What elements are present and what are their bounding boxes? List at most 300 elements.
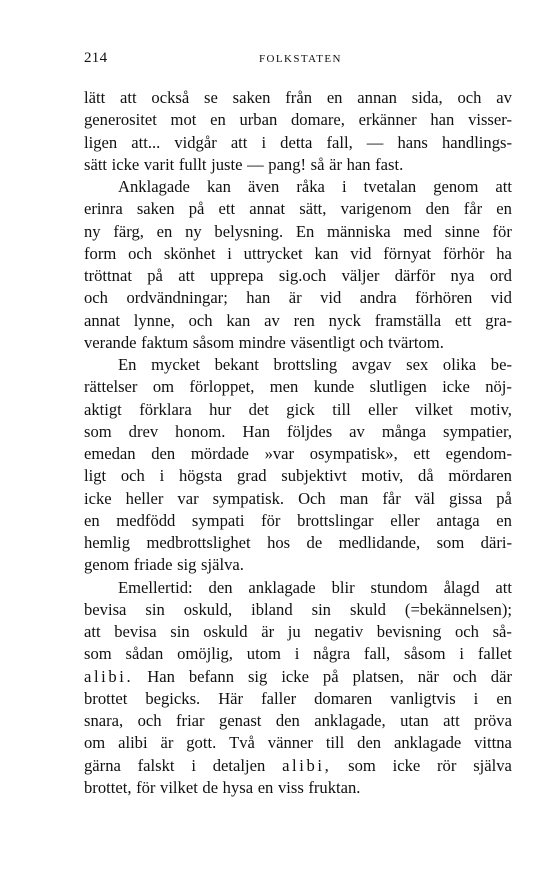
word: gissa bbox=[449, 488, 483, 508]
word: mördaren bbox=[448, 466, 512, 486]
word: hos bbox=[267, 533, 291, 552]
word: den bbox=[357, 733, 382, 753]
word: emedan bbox=[84, 444, 136, 463]
word: mot bbox=[170, 110, 197, 130]
word: bevisa bbox=[84, 599, 127, 619]
word: begicks. bbox=[145, 688, 201, 708]
word: också bbox=[151, 88, 190, 107]
word: en bbox=[156, 221, 173, 241]
word: pröva bbox=[474, 711, 512, 730]
word: omöjlig, bbox=[177, 644, 233, 664]
text-line bbox=[84, 621, 512, 643]
word: är bbox=[288, 288, 302, 308]
word: men bbox=[269, 377, 299, 397]
word: från bbox=[285, 88, 312, 107]
word: skönhet bbox=[163, 243, 216, 263]
word: grad bbox=[237, 466, 267, 486]
word: generositet bbox=[84, 110, 157, 130]
word: eller bbox=[390, 510, 420, 530]
word: kan bbox=[206, 177, 231, 196]
word: heller bbox=[125, 488, 164, 508]
word: väsentligt bbox=[290, 332, 355, 352]
word: negativ bbox=[314, 622, 364, 641]
word: sätt bbox=[84, 154, 108, 174]
word: anklagade bbox=[248, 577, 316, 597]
word: i bbox=[459, 644, 464, 664]
word: kunde bbox=[313, 377, 355, 397]
word: — bbox=[366, 132, 384, 152]
word: att bbox=[230, 132, 248, 152]
word: råka bbox=[296, 177, 325, 196]
text-line bbox=[84, 532, 512, 554]
word: alibi, bbox=[282, 755, 332, 775]
word: att bbox=[120, 88, 137, 107]
word: till bbox=[332, 399, 351, 419]
word: domaren bbox=[314, 688, 373, 708]
word: på bbox=[188, 199, 205, 219]
word: en bbox=[257, 777, 274, 797]
text-line bbox=[84, 154, 512, 176]
word: Och bbox=[298, 488, 326, 508]
text-line bbox=[84, 666, 512, 688]
word: faktum bbox=[141, 332, 189, 352]
word: bevisa bbox=[114, 622, 157, 641]
word: av bbox=[264, 310, 280, 330]
word: för bbox=[492, 221, 512, 241]
word: om bbox=[84, 733, 106, 753]
word: såsom bbox=[192, 332, 235, 352]
word: verande bbox=[84, 332, 137, 352]
text-line bbox=[84, 265, 512, 287]
word: visser- bbox=[468, 110, 512, 130]
word: gott. bbox=[186, 733, 217, 753]
word: fallet bbox=[477, 644, 512, 664]
word: en bbox=[496, 199, 512, 219]
word: alibi bbox=[118, 733, 148, 753]
word: den bbox=[208, 577, 233, 597]
word: En bbox=[118, 355, 137, 374]
word: icke bbox=[111, 154, 140, 174]
word: vidgår bbox=[174, 132, 217, 152]
word: pang! bbox=[268, 154, 307, 174]
word: mördade bbox=[190, 444, 249, 463]
word: motiv, bbox=[470, 399, 512, 419]
word: subjektivt bbox=[281, 466, 347, 486]
word: fall, bbox=[326, 132, 353, 152]
word: några bbox=[313, 644, 351, 664]
paragraph bbox=[84, 176, 512, 354]
word: vänner bbox=[267, 733, 313, 753]
word: en bbox=[210, 110, 226, 130]
word: sympatier, bbox=[443, 421, 512, 441]
word: mindre bbox=[238, 332, 286, 352]
word: vilket bbox=[160, 777, 198, 797]
word: i bbox=[227, 243, 232, 263]
word: — bbox=[247, 154, 264, 174]
word: på bbox=[147, 266, 163, 285]
word: och bbox=[128, 243, 153, 263]
word: ny bbox=[84, 221, 101, 241]
word: ren bbox=[293, 310, 315, 330]
word: en bbox=[496, 688, 512, 708]
word: var bbox=[177, 488, 199, 508]
word: därför bbox=[394, 266, 436, 285]
word: anklagade, bbox=[314, 711, 386, 730]
word: sympati bbox=[191, 510, 245, 530]
word: utom bbox=[246, 644, 281, 664]
word: att bbox=[84, 622, 101, 641]
word: själva. bbox=[201, 555, 244, 575]
text-line bbox=[84, 443, 512, 465]
word: bevisning bbox=[376, 622, 442, 641]
word: att bbox=[495, 177, 512, 196]
paragraph bbox=[84, 354, 512, 577]
word: i bbox=[473, 688, 479, 708]
text-line bbox=[84, 488, 512, 510]
word: oskuld bbox=[203, 622, 248, 641]
word: sätt, bbox=[299, 199, 327, 219]
word: medfödd bbox=[116, 510, 176, 530]
word: Här bbox=[218, 688, 244, 708]
word: stundom bbox=[370, 577, 428, 597]
word: och bbox=[84, 288, 108, 308]
text-line bbox=[84, 332, 512, 354]
word: mycket bbox=[151, 355, 200, 374]
word: fall, bbox=[363, 644, 391, 664]
word: får bbox=[463, 199, 483, 219]
word: annat bbox=[249, 199, 286, 219]
word: sex bbox=[406, 355, 429, 374]
word: icke bbox=[392, 755, 421, 775]
word: erinra bbox=[84, 199, 123, 219]
word: tröttnat bbox=[84, 266, 132, 285]
word: hur bbox=[209, 399, 232, 419]
word: belysning. bbox=[214, 221, 284, 241]
word: en bbox=[326, 88, 343, 107]
word: förhör bbox=[442, 243, 485, 263]
word: en bbox=[84, 510, 100, 530]
word: det bbox=[248, 399, 269, 419]
word: själva bbox=[473, 755, 512, 775]
word: sin bbox=[145, 599, 165, 619]
word: för bbox=[261, 510, 281, 530]
word: drev bbox=[128, 421, 159, 441]
word: är bbox=[261, 622, 275, 641]
word: nöj- bbox=[485, 377, 512, 397]
text-line bbox=[84, 310, 512, 332]
word: viss bbox=[277, 777, 304, 797]
word: fast. bbox=[375, 154, 404, 174]
word: upprepa bbox=[210, 266, 264, 285]
word: att... bbox=[131, 132, 161, 152]
text-line bbox=[84, 777, 512, 799]
text-line bbox=[84, 688, 512, 710]
word: hemlig bbox=[84, 533, 131, 552]
word: han bbox=[346, 154, 371, 174]
word: vid bbox=[490, 288, 512, 308]
word: juste bbox=[211, 154, 243, 174]
word: falskt bbox=[137, 755, 175, 775]
text-line bbox=[84, 465, 512, 487]
word: ibland bbox=[251, 599, 293, 619]
word: Han bbox=[147, 666, 175, 686]
word: brottet bbox=[84, 688, 128, 708]
word: gra- bbox=[485, 310, 512, 330]
word: ålagd bbox=[443, 577, 480, 597]
word: och bbox=[452, 666, 477, 686]
page-number: 214 bbox=[84, 50, 108, 66]
word: väl bbox=[414, 488, 436, 508]
word: tvärtom. bbox=[388, 332, 444, 352]
word: sig bbox=[177, 555, 197, 575]
word: medbrottslighet bbox=[146, 533, 251, 552]
word: även bbox=[247, 177, 280, 196]
word: Emellertid: bbox=[118, 577, 193, 597]
text-line bbox=[84, 109, 512, 131]
text-line bbox=[84, 198, 512, 220]
word: till bbox=[325, 733, 345, 753]
text-line bbox=[84, 243, 512, 265]
word: sida, bbox=[411, 88, 443, 107]
word: nya bbox=[450, 266, 475, 285]
word: ett bbox=[413, 444, 430, 463]
word: befann bbox=[188, 666, 234, 686]
word: förklara bbox=[139, 399, 192, 419]
word: ha bbox=[496, 243, 512, 263]
word: platsen, bbox=[352, 666, 404, 686]
word: förhören bbox=[415, 288, 473, 308]
word: antaga bbox=[436, 510, 480, 530]
word: gärna bbox=[84, 755, 121, 775]
word: Han bbox=[242, 421, 271, 441]
word: vilket bbox=[414, 399, 453, 419]
word: och bbox=[120, 466, 145, 486]
word: de bbox=[202, 777, 219, 797]
word: högsta bbox=[178, 466, 223, 486]
word: är bbox=[160, 733, 174, 753]
word: brottsling bbox=[273, 355, 338, 374]
word: av bbox=[496, 88, 512, 107]
text-line bbox=[84, 643, 512, 665]
word: ett bbox=[454, 310, 472, 330]
word: vanligtvis bbox=[390, 688, 456, 708]
text-line bbox=[84, 577, 512, 599]
word: i bbox=[261, 132, 267, 152]
text-line bbox=[84, 132, 512, 154]
word: däri- bbox=[480, 533, 512, 552]
word: skuld bbox=[349, 599, 386, 619]
word: bekant bbox=[214, 355, 259, 374]
text-line bbox=[84, 421, 512, 443]
word: ord bbox=[489, 266, 512, 285]
word: form bbox=[84, 243, 117, 263]
word: och bbox=[454, 622, 479, 641]
word: saken bbox=[136, 199, 175, 219]
word: då bbox=[417, 466, 434, 486]
word: osympatisk», bbox=[309, 444, 398, 463]
word: av bbox=[349, 421, 365, 441]
word: en bbox=[496, 510, 512, 530]
word: brottslingar bbox=[297, 510, 374, 530]
word: ligt bbox=[84, 466, 107, 486]
running-head: FOLKSTATEN bbox=[259, 53, 342, 65]
text-line bbox=[84, 221, 512, 243]
word: snara, bbox=[84, 711, 124, 730]
word: han bbox=[246, 288, 271, 308]
word: som bbox=[84, 421, 112, 441]
word: såsom bbox=[404, 644, 446, 664]
word: ett bbox=[218, 199, 236, 219]
word: fullt bbox=[178, 154, 207, 174]
word: sinne bbox=[444, 221, 480, 241]
word: sådan bbox=[125, 644, 164, 664]
text-line bbox=[84, 287, 512, 309]
word: En bbox=[295, 221, 315, 241]
word: blir bbox=[331, 577, 355, 597]
word: som bbox=[348, 755, 376, 775]
word: Två bbox=[229, 733, 255, 753]
word: ordvändningar; bbox=[126, 288, 228, 308]
word: man bbox=[339, 488, 369, 508]
word: att bbox=[443, 711, 460, 730]
word: kan bbox=[226, 310, 251, 330]
word: annat bbox=[84, 310, 120, 330]
word: den bbox=[425, 199, 450, 219]
word: lätt bbox=[84, 88, 106, 107]
word: sig.och bbox=[278, 266, 327, 285]
word: friade bbox=[133, 555, 173, 575]
word: eller bbox=[368, 399, 398, 419]
text-line bbox=[84, 710, 512, 732]
word: utan bbox=[400, 711, 429, 730]
text-line bbox=[84, 376, 512, 398]
word: där bbox=[490, 666, 512, 686]
word: sin bbox=[170, 622, 190, 641]
word: icke bbox=[281, 666, 309, 686]
word: på bbox=[322, 666, 339, 686]
word: och bbox=[359, 332, 384, 352]
word: gick bbox=[286, 399, 315, 419]
word: människa bbox=[327, 221, 391, 241]
word: Anklagade bbox=[118, 177, 190, 196]
paragraph bbox=[84, 577, 512, 800]
word: saken bbox=[232, 88, 271, 107]
word: varigenom bbox=[340, 199, 412, 219]
word: och bbox=[137, 711, 162, 730]
word: vittna bbox=[474, 733, 512, 753]
word: uttrycket bbox=[243, 243, 303, 263]
word: och bbox=[457, 88, 482, 107]
word: får bbox=[382, 488, 401, 508]
page-header bbox=[84, 50, 512, 70]
text-line bbox=[84, 599, 512, 621]
word: förloppet, bbox=[189, 377, 255, 397]
word: genom bbox=[433, 177, 479, 196]
word: handlings- bbox=[441, 132, 512, 152]
word: ju bbox=[287, 622, 301, 641]
text-line bbox=[84, 755, 512, 777]
word: den bbox=[275, 711, 300, 730]
word: i bbox=[294, 644, 300, 664]
word: i bbox=[191, 755, 196, 775]
word: den bbox=[151, 444, 176, 463]
text-line bbox=[84, 354, 512, 376]
word: som bbox=[436, 533, 465, 552]
word: tvetalan bbox=[363, 177, 417, 196]
word: friar bbox=[176, 711, 205, 730]
word: och bbox=[188, 310, 213, 330]
word: genom bbox=[84, 555, 130, 575]
word: när bbox=[417, 666, 439, 686]
word: detaljen bbox=[212, 755, 266, 775]
word: domare, bbox=[290, 110, 345, 130]
word: motiv, bbox=[361, 466, 404, 486]
word: alibi. bbox=[84, 666, 134, 686]
word: lynne, bbox=[133, 310, 175, 330]
word: som bbox=[84, 644, 112, 664]
word: oskuld, bbox=[183, 599, 233, 619]
word: sin bbox=[311, 599, 331, 619]
word: olika bbox=[442, 355, 477, 374]
word: se bbox=[204, 88, 218, 107]
word: följdes bbox=[287, 421, 333, 441]
word: för bbox=[136, 777, 156, 797]
word: sympatisk. bbox=[212, 488, 285, 508]
word: ligen bbox=[84, 132, 118, 152]
text-line bbox=[84, 176, 512, 198]
word: avgav bbox=[351, 355, 392, 374]
word: är bbox=[329, 154, 342, 174]
word: färg, bbox=[113, 221, 144, 241]
word: andra bbox=[359, 288, 397, 308]
word: honom. bbox=[175, 421, 226, 441]
word: genast bbox=[219, 711, 262, 730]
word: så- bbox=[492, 622, 512, 641]
word: aktigt bbox=[84, 399, 122, 419]
word: icke bbox=[442, 377, 470, 397]
word: erkänner bbox=[358, 110, 417, 130]
word: rör bbox=[437, 755, 457, 775]
word: de bbox=[306, 533, 323, 552]
word: om bbox=[152, 377, 175, 397]
word: egendom- bbox=[445, 444, 512, 463]
word: så bbox=[310, 154, 325, 174]
word: varit bbox=[143, 154, 175, 174]
word: framställa bbox=[374, 310, 442, 330]
word: hysa bbox=[222, 777, 254, 797]
word: förnyat bbox=[383, 243, 432, 263]
word: medlidande, bbox=[338, 533, 421, 552]
word: sig bbox=[247, 666, 268, 686]
word: urban bbox=[239, 110, 278, 130]
text-line bbox=[84, 399, 512, 421]
word: annan bbox=[357, 88, 397, 107]
word: fruktan. bbox=[308, 777, 361, 797]
word: i bbox=[341, 177, 347, 196]
word: många bbox=[381, 421, 427, 441]
word: hans bbox=[397, 132, 428, 152]
word: detta bbox=[280, 132, 313, 152]
paragraph bbox=[84, 87, 512, 176]
word: nyck bbox=[328, 310, 361, 330]
text-line bbox=[84, 510, 512, 532]
word: ny bbox=[185, 221, 202, 241]
word: brottet, bbox=[84, 777, 132, 797]
word: »var bbox=[264, 444, 295, 463]
word: be- bbox=[490, 355, 512, 374]
word: han bbox=[430, 110, 455, 130]
word: med bbox=[403, 221, 432, 241]
